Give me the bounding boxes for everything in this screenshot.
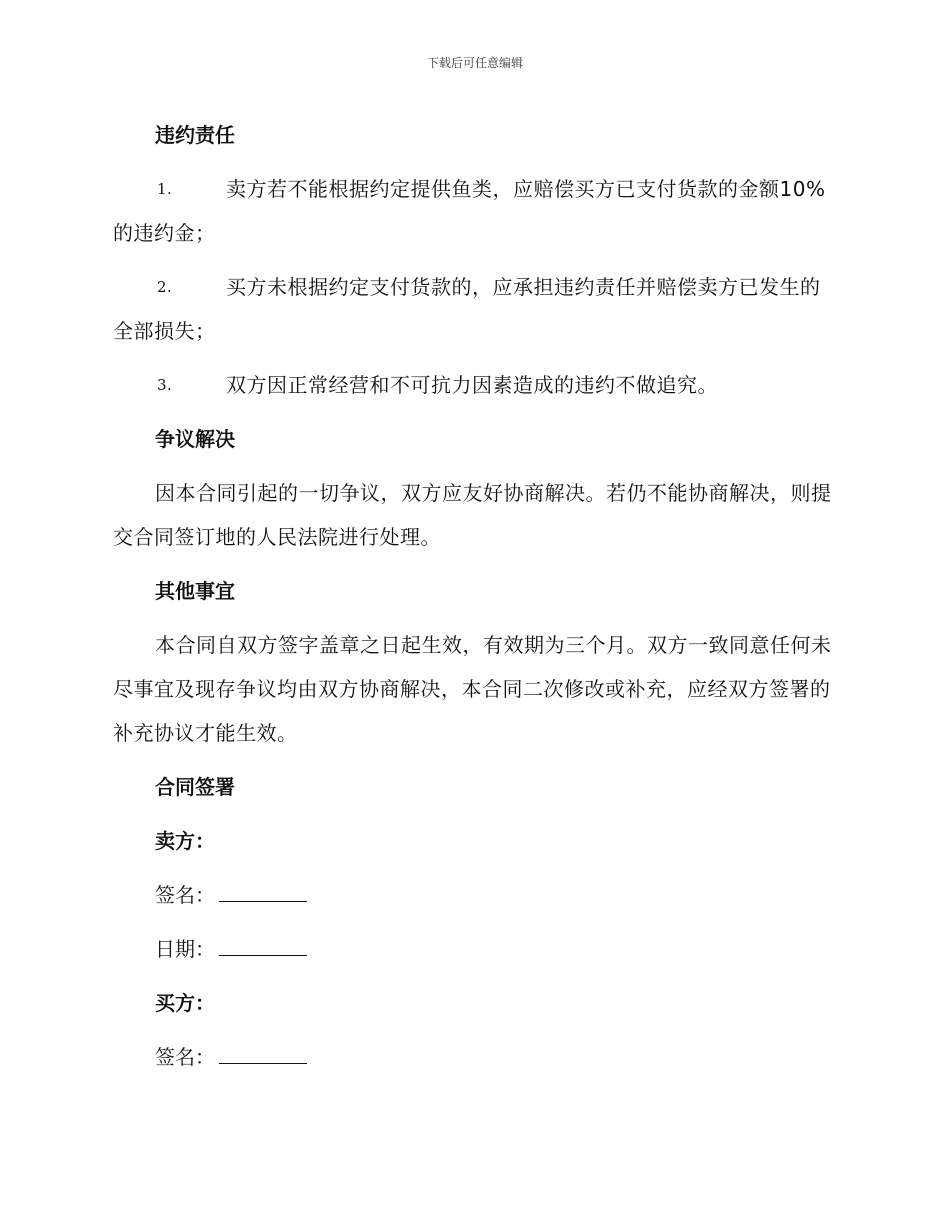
paragraph-dispute: 因本合同引起的一切争议，双方应友好协商解决。若仍不能协商解决，则提交合同签订地的人民法院进行处理。 [113,481,832,549]
list-number: 1. [157,180,173,198]
document-content [113,113,835,1089]
seller-signature-line [113,873,835,917]
buyer-signature-line [113,1035,835,1079]
seller-sign-label: 签名： [155,883,215,907]
seller-date-blank[interactable] [219,927,307,956]
list-number: 3. [157,376,173,394]
section-heading-other: 其他事宜 [155,579,235,603]
buyer-sign-label: 签名： [155,1045,215,1069]
buyer-label: 买方： [155,991,215,1015]
list-text: 卖方若不能根据约定提供鱼类，应赔偿买方已支付货款的金额10%的违约金； [113,177,826,245]
page-header: 下载后可任意编辑 [426,56,523,70]
section-heading-signing: 合同签署 [155,775,235,799]
list-item [113,363,835,407]
list-item [113,265,835,353]
seller-signature-blank[interactable] [219,873,307,902]
seller-date-label: 日期： [155,937,215,961]
buyer-signature-blank[interactable] [219,1035,307,1064]
list-item [113,167,835,255]
list-text: 双方因正常经营和不可抗力因素造成的违约不做追究。 [226,373,718,397]
seller-label: 卖方： [155,829,215,853]
section-heading-dispute: 争议解决 [155,427,235,451]
seller-date-line [113,927,835,971]
list-text: 买方未根据约定支付货款的，应承担违约责任并赔偿卖方已发生的全部损失； [113,275,821,343]
section-heading-breach: 违约责任 [155,123,235,147]
paragraph-other: 本合同自双方签字盖章之日起生效，有效期为三个月。双方一致同意任何未尽事宜及现存争议均由双方协商解决，本合同二次修改或补充，应经双方签署的补充协议才能生效。 [113,633,832,745]
list-number: 2. [157,278,173,296]
